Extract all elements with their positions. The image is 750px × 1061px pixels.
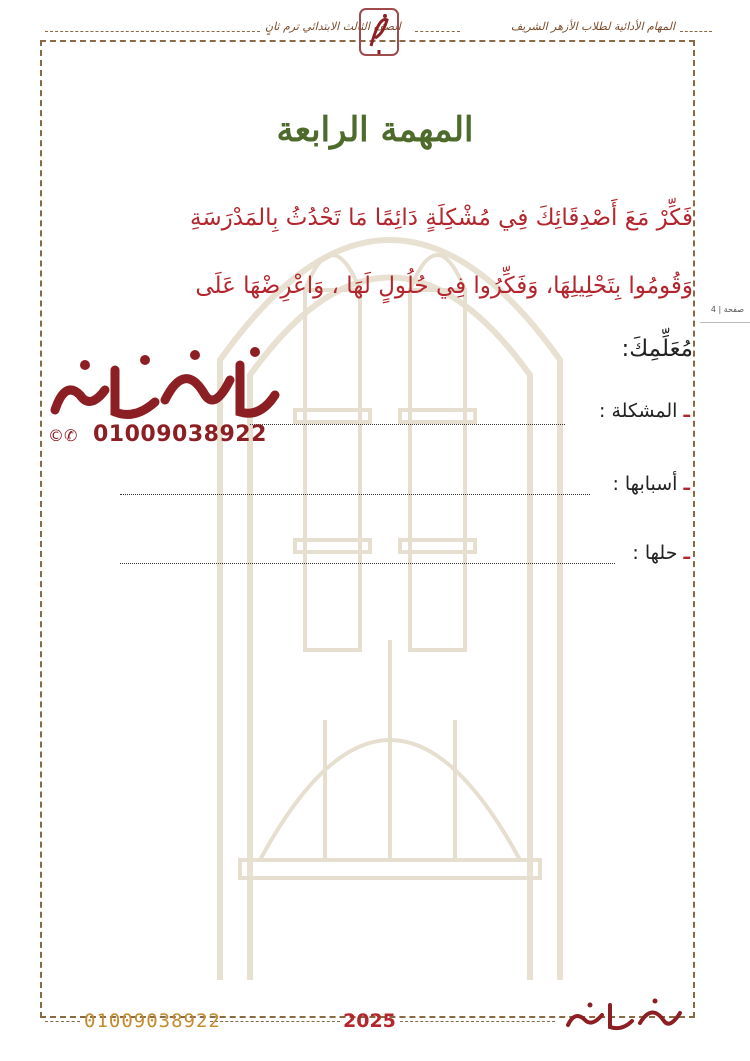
- question-label-solutions: حلها :: [632, 542, 678, 564]
- question-dash: ـ: [683, 473, 690, 495]
- footer-divider-middle-left: [210, 1021, 340, 1022]
- prompt-line-2: وَقُومُوا بِتَحْلِيلِهَا، وَفَكِّرُوا فِي حُلُولٍ لَهَا ، وَاعْرِضْهَا عَلَى: [195, 273, 693, 299]
- question-dash: ـ: [683, 542, 690, 564]
- question-dash: ـ: [683, 400, 690, 422]
- footer-phone-number: 01009038922: [84, 1010, 221, 1032]
- question-causes: [612, 473, 690, 495]
- footer-divider-middle-right: [400, 1021, 555, 1022]
- answer-line-solutions[interactable]: [120, 563, 615, 564]
- header-title: المهام الأدائية لطلاب الأزهر الشريف: [510, 20, 675, 33]
- footer-year: 2025: [343, 1010, 396, 1032]
- answer-line-problem[interactable]: [250, 424, 565, 425]
- header-divider-right: [680, 31, 712, 32]
- header-logo: [357, 6, 401, 60]
- footer-divider-left: [45, 1021, 80, 1022]
- answer-line-causes[interactable]: [120, 494, 590, 495]
- question-label-causes: أسبابها :: [612, 473, 678, 495]
- prompt-line-3: مُعَلِّمِكَ:: [621, 336, 693, 362]
- copyright-whatsapp-icon: ©✆: [48, 426, 78, 445]
- footer-calligraphy-logo: [560, 995, 695, 1040]
- question-label-problem: المشكلة :: [599, 400, 678, 422]
- header-grade: الصف الثالث الابتدائي ترم ثانٍ: [265, 20, 401, 33]
- question-problem: [599, 400, 690, 422]
- header-divider-left: [45, 31, 260, 32]
- page-number-tab: صفحة | 4: [700, 305, 750, 323]
- question-solutions: [632, 542, 690, 564]
- header-divider-middle: [415, 31, 460, 32]
- prompt-line-1: فَكِّرْ مَعَ أَصْدِقَائِكَ فِي مُشْكِلَةٍ دَائِمًا مَا تَحْدُثُ بِالمَدْرَسَةِ: [189, 205, 693, 231]
- stamp-phone-number: 01009038922: [93, 422, 267, 447]
- task-title: المهمة الرابعة: [276, 110, 474, 150]
